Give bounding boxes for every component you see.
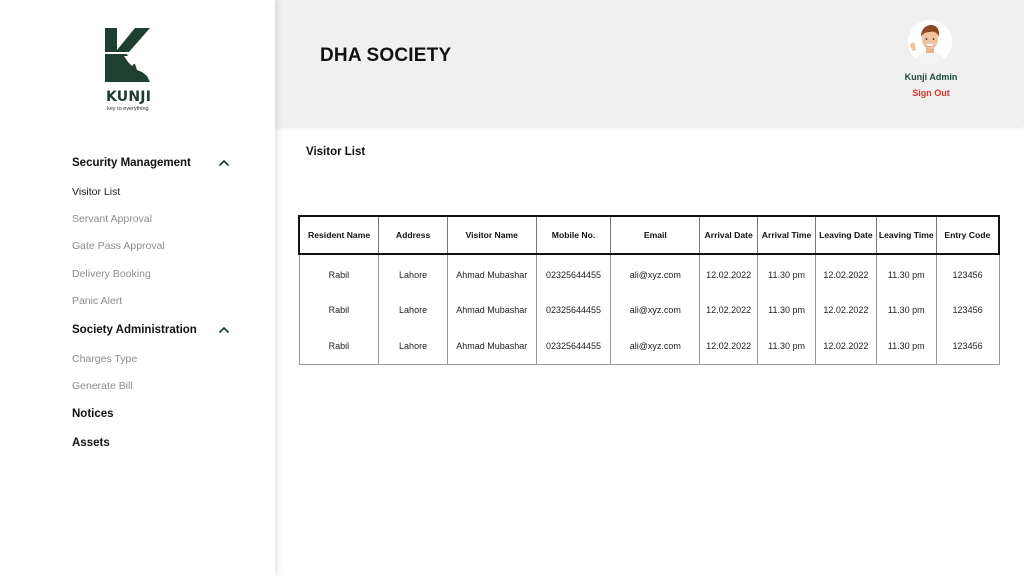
cell-leaving-date: 12.02.2022 <box>815 292 876 328</box>
cell-email: ali@xyz.com <box>611 292 700 328</box>
column-header-entry-code: Entry Code <box>936 216 999 254</box>
cell-visitor-name: Ahmad Mubashar <box>447 254 536 292</box>
cell-arrival-date: 12.02.2022 <box>700 328 758 364</box>
cell-mobile-no: 02325644455 <box>536 328 611 364</box>
sidebar-item-charges-type[interactable]: Charges Type <box>72 353 138 365</box>
cell-arrival-time: 11.30 pm <box>758 254 816 292</box>
column-header-arrival-date: Arrival Date <box>700 216 758 254</box>
sidebar-item-panic-alert[interactable]: Panic Alert <box>72 295 123 307</box>
cell-email: ali@xyz.com <box>611 254 700 292</box>
cell-email: ali@xyz.com <box>611 328 700 364</box>
cell-leaving-time: 11.30 pm <box>876 254 936 292</box>
cell-leaving-date: 12.02.2022 <box>815 328 876 364</box>
cell-entry-code: 123456 <box>936 254 999 292</box>
column-header-mobile-no: Mobile No. <box>536 216 611 254</box>
sidebar-item-servant-approval[interactable]: Servant Approval <box>72 213 152 225</box>
cell-entry-code: 123456 <box>936 292 999 328</box>
table-row[interactable] <box>299 254 999 292</box>
nav-section-society-administration[interactable]: Society Administration <box>72 324 197 336</box>
cell-mobile-no: 02325644455 <box>536 292 611 328</box>
column-header-visitor-name: Visitor Name <box>447 216 536 254</box>
top-header <box>275 0 1024 126</box>
cell-leaving-date: 12.02.2022 <box>815 254 876 292</box>
table-row[interactable] <box>299 328 999 364</box>
column-header-arrival-time: Arrival Time <box>758 216 816 254</box>
section-title: Visitor List <box>306 146 366 158</box>
brand-name: KUNJI <box>106 89 152 105</box>
column-header-leaving-date: Leaving Date <box>815 216 876 254</box>
user-name: Kunji Admin <box>904 72 958 82</box>
cell-resident-name: Rabil <box>299 254 379 292</box>
cell-visitor-name: Ahmad Mubashar <box>447 328 536 364</box>
cell-arrival-time: 11.30 pm <box>758 292 816 328</box>
sidebar-item-delivery-booking[interactable]: Delivery Booking <box>72 268 151 280</box>
visitor-table <box>298 215 1000 365</box>
column-header-leaving-time: Leaving Time <box>876 216 936 254</box>
sign-out-link[interactable]: Sign Out <box>912 88 950 98</box>
nav-section-assets[interactable]: Assets <box>72 437 110 449</box>
page-title: DHA SOCIETY <box>320 45 452 66</box>
cell-resident-name: Rabil <box>299 328 379 364</box>
sidebar-item-generate-bill[interactable]: Generate Bill <box>72 380 133 392</box>
kunji-logo-icon <box>102 26 158 86</box>
sidebar <box>0 0 275 576</box>
sidebar-item-visitor-list[interactable]: Visitor List <box>72 186 121 198</box>
cell-leaving-time: 11.30 pm <box>876 292 936 328</box>
chevron-up-icon[interactable] <box>218 325 230 335</box>
cell-arrival-time: 11.30 pm <box>758 328 816 364</box>
cell-address: Lahore <box>379 254 448 292</box>
avatar[interactable] <box>908 20 952 64</box>
column-header-email: Email <box>611 216 700 254</box>
column-header-address: Address <box>379 216 448 254</box>
cell-entry-code: 123456 <box>936 328 999 364</box>
cell-visitor-name: Ahmad Mubashar <box>447 292 536 328</box>
brand-tagline: key to everything <box>107 106 149 112</box>
sidebar-item-gate-pass-approval[interactable]: Gate Pass Approval <box>72 240 165 252</box>
chevron-up-icon[interactable] <box>218 158 230 168</box>
cell-mobile-no: 02325644455 <box>536 254 611 292</box>
cell-resident-name: Rabil <box>299 292 379 328</box>
table-header-row <box>299 216 999 254</box>
cell-arrival-date: 12.02.2022 <box>700 292 758 328</box>
column-header-resident-name: Resident Name <box>299 216 379 254</box>
cell-arrival-date: 12.02.2022 <box>700 254 758 292</box>
table-row[interactable] <box>299 292 999 328</box>
nav-section-security-management[interactable]: Security Management <box>72 157 191 169</box>
cell-leaving-time: 11.30 pm <box>876 328 936 364</box>
nav-section-notices[interactable]: Notices <box>72 408 114 420</box>
cell-address: Lahore <box>379 292 448 328</box>
cell-address: Lahore <box>379 328 448 364</box>
